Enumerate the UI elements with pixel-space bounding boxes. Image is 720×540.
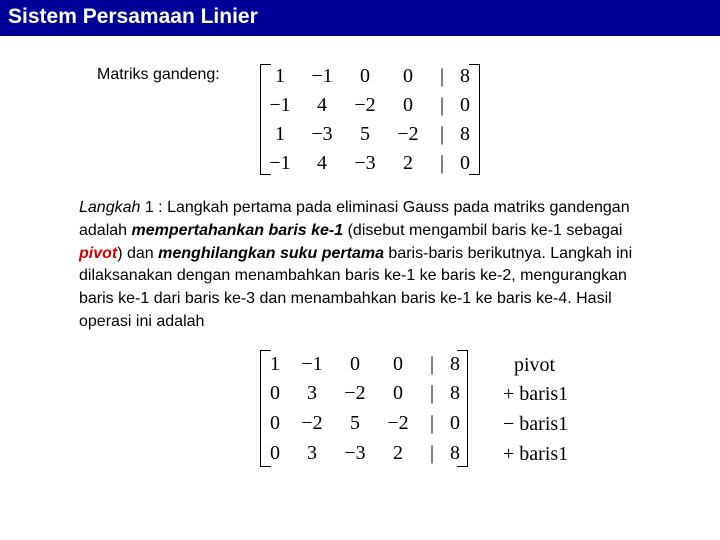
matrix-cell: 1 bbox=[275, 65, 285, 87]
matrix-cell: −3 bbox=[354, 152, 376, 174]
matrix-cell: 4 bbox=[317, 152, 327, 174]
row-note-pivot: pivot bbox=[514, 354, 556, 376]
matrix-separator: | bbox=[429, 412, 434, 434]
matrix-separator: | bbox=[429, 442, 434, 464]
paragraph-text: baris-baris berikutnya. Langkah ini dilaksanakan dengan menambahkan baris ke-1 ke baris ke-2, mengurangkan baris ke-1 dari baris ke-3 dan menambahkan baris ke-1 ke baris ke-4. Hasil operasi ini adalah bbox=[79, 244, 633, 330]
matrix-cell: −1 bbox=[301, 353, 323, 375]
augmented-matrix-label: Matriks gandeng: bbox=[97, 66, 220, 83]
matrix-separator: | bbox=[439, 152, 444, 174]
matrix-cell: 0 bbox=[393, 382, 403, 404]
matrix-rhs: 8 bbox=[450, 353, 460, 375]
matrix-cell: −1 bbox=[269, 94, 291, 116]
paragraph-text: ) dan bbox=[117, 244, 159, 262]
augmented-matrix bbox=[260, 64, 480, 176]
matrix-cell: −2 bbox=[387, 412, 409, 434]
matrix-cell: −2 bbox=[397, 123, 419, 145]
matrix-cell: 0 bbox=[350, 353, 360, 375]
matrix-cell: 5 bbox=[350, 412, 360, 434]
matrix-cell: 0 bbox=[393, 353, 403, 375]
matrix-rhs: 8 bbox=[460, 123, 470, 145]
matrix-cell: 3 bbox=[307, 382, 317, 404]
matrix-rhs: 8 bbox=[460, 65, 470, 87]
row-note-add: + baris1 bbox=[503, 383, 569, 405]
matrix-cell: 0 bbox=[270, 442, 280, 464]
matrix-cell: 1 bbox=[270, 353, 280, 375]
matrix-cell: −3 bbox=[311, 123, 333, 145]
matrix-separator: | bbox=[429, 353, 434, 375]
row-note-subtract: − baris1 bbox=[503, 413, 569, 435]
matrix-rhs: 8 bbox=[450, 442, 460, 464]
matrix-rhs: 0 bbox=[450, 412, 460, 434]
slide-title: Sistem Persamaan Linier bbox=[8, 5, 258, 28]
matrix-separator: | bbox=[439, 123, 444, 145]
matrix-cell: 0 bbox=[360, 65, 370, 87]
matrix-cell: 0 bbox=[270, 412, 280, 434]
title-bar bbox=[0, 0, 720, 36]
matrix-rhs: 0 bbox=[460, 94, 470, 116]
matrix-cell: −2 bbox=[301, 412, 323, 434]
pivot-term: pivot bbox=[79, 244, 118, 262]
matrix-cell: 2 bbox=[393, 442, 403, 464]
matrix-rhs: 0 bbox=[460, 152, 470, 174]
matrix-cell: −2 bbox=[354, 94, 376, 116]
emphasis-keep-row: mempertahankan baris ke-1 bbox=[131, 221, 344, 239]
matrix-cell: 1 bbox=[275, 123, 285, 145]
paragraph-text: (disebut mengambil baris ke-1 sebagai bbox=[343, 221, 623, 239]
matrix-separator: | bbox=[439, 94, 444, 116]
matrix-cell: −3 bbox=[344, 442, 366, 464]
matrix-cell: 3 bbox=[307, 442, 317, 464]
matrix-cell: 0 bbox=[403, 94, 413, 116]
result-matrix bbox=[260, 350, 468, 468]
explanation-paragraph bbox=[79, 197, 649, 334]
matrix-cell: −1 bbox=[269, 152, 291, 174]
matrix-separator: | bbox=[429, 382, 434, 404]
emphasis-eliminate-term: menghilangkan suku pertama bbox=[158, 244, 384, 262]
matrix-cell: 2 bbox=[403, 152, 413, 174]
row-note-add: + baris1 bbox=[503, 443, 569, 465]
matrix-cell: −2 bbox=[344, 382, 366, 404]
matrix-cell: 0 bbox=[403, 65, 413, 87]
matrix-cell: 4 bbox=[317, 94, 327, 116]
matrix-separator: | bbox=[439, 65, 444, 87]
langkah-label: Langkah bbox=[79, 199, 141, 216]
paragraph-text: 1 : Langkah pertama pada eliminasi Gauss pada matriks gandengan adalah bbox=[79, 199, 630, 239]
matrix-rhs: 8 bbox=[450, 382, 460, 404]
matrix-cell: 5 bbox=[360, 123, 370, 145]
matrix-cell: −1 bbox=[311, 65, 333, 87]
matrix-cell: 0 bbox=[270, 382, 280, 404]
